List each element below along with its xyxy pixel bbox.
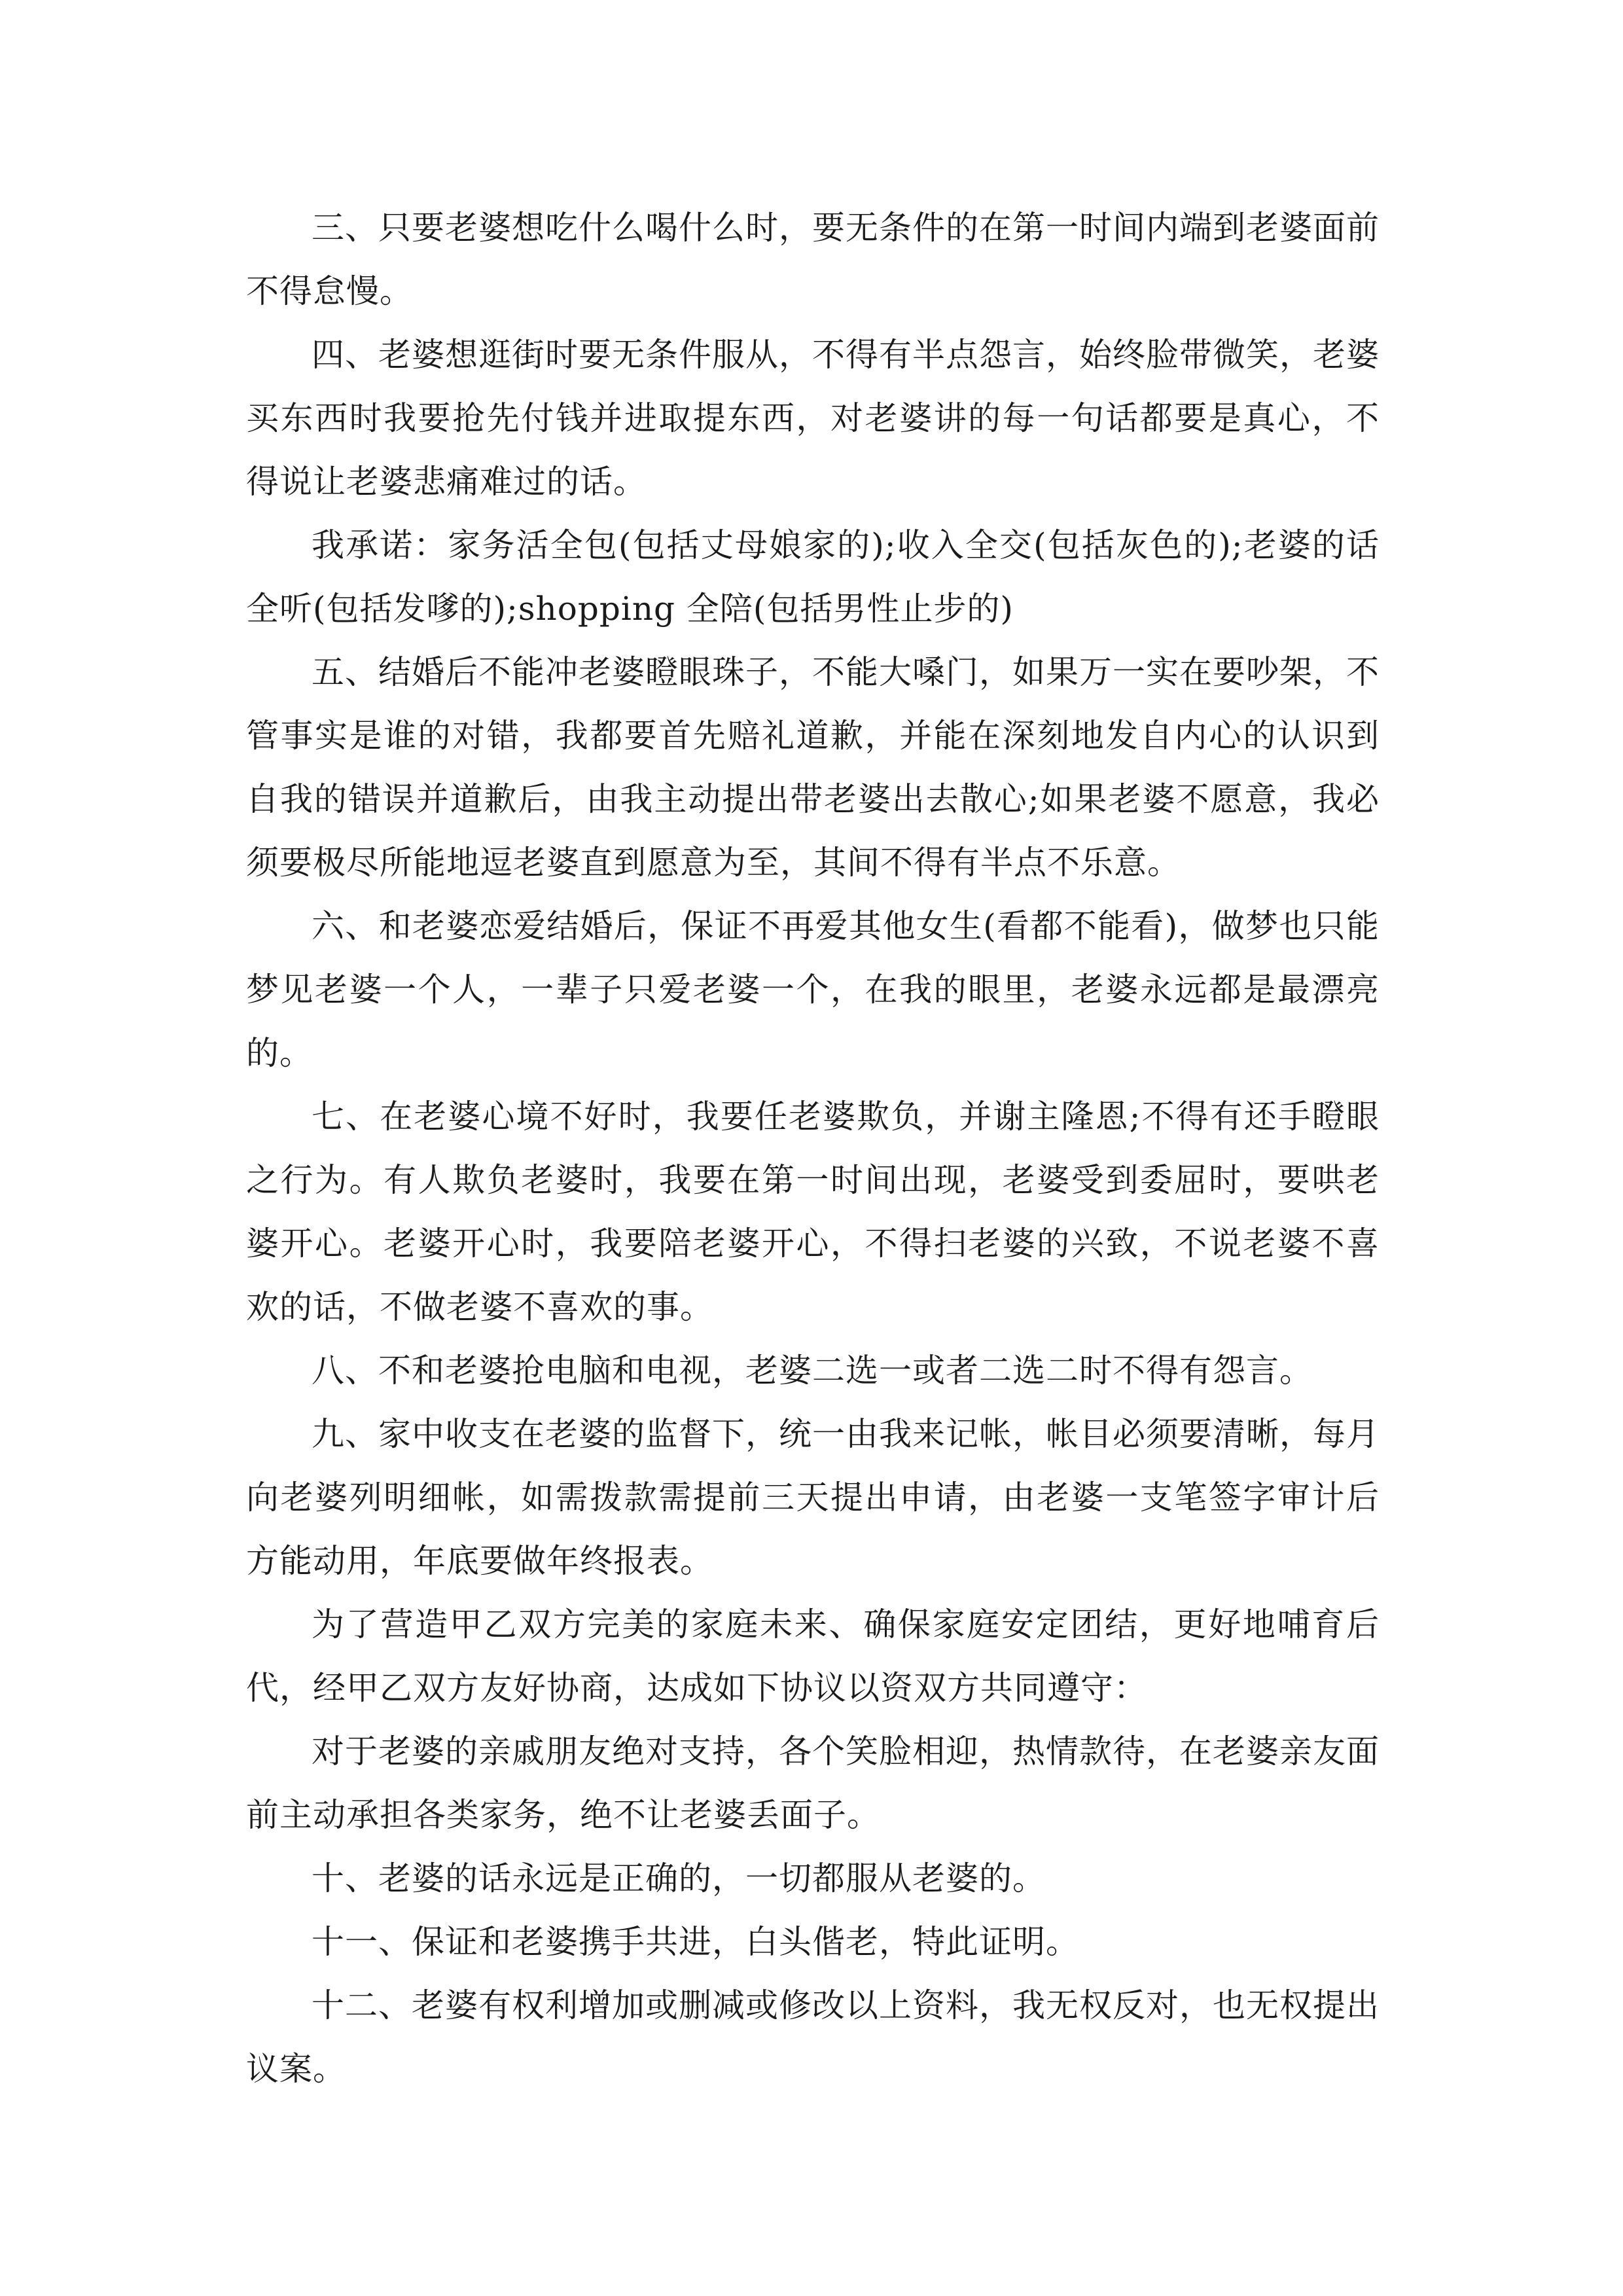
paragraph-11: 十一、保证和老婆携手共进，白头偕老，特此证明。 xyxy=(312,1923,1079,1961)
paragraph-12: 十二、老婆有权利增加或删减或修改以上资料，我无权反对，也无权提出议案。 xyxy=(246,1986,1380,2088)
paragraph-promise: 我承诺：家务活全包(包括丈母娘家的);收入全交(包括灰色的);老婆的话全听(包括发嗲的);shopping 全陪(包括男性止步的) xyxy=(246,526,1380,628)
paragraph-8: 八、不和老婆抢电脑和电视，老婆二选一或者二选二时不得有怨言。 xyxy=(312,1352,1313,1390)
document-body xyxy=(246,196,1380,2101)
paragraph-9: 九、家中收支在老婆的监督下，统一由我来记帐，帐目必须要清晰，每月向老婆列明细帐，如需拨款需提前三天提出申请，由老婆一支笔签字审计后方能动用，年底要做年终报表。 xyxy=(246,1415,1380,1580)
paragraph-5: 五、结婚后不能冲老婆瞪眼珠子，不能大嗓门，如果万一实在要吵架，不管事实是谁的对错，我都要首先赔礼道歉，并能在深刻地发自内心的认识到自我的错误并道歉后，由我主动提出带老婆出去散心;如果老婆不愿意，我必须要极尽所能地逗老婆直到愿意为至，其间不得有半点不乐意。 xyxy=(246,653,1380,882)
paragraph-7: 七、在老婆心境不好时，我要任老婆欺负，并谢主隆恩;不得有还手瞪眼之行为。有人欺负老婆时，我要在第一时间出现，老婆受到委屈时，要哄老婆开心。老婆开心时，我要陪老婆开心，不得扫老婆的兴致，不说老婆不喜欢的话，不做老婆不喜欢的事。 xyxy=(246,1098,1380,1326)
paragraph-4: 四、老婆想逛街时要无条件服从，不得有半点怨言，始终脸带微笑，老婆买东西时我要抢先付钱并进取提东西，对老婆讲的每一句话都要是真心，不得说让老婆悲痛难过的话。 xyxy=(246,336,1380,501)
paragraph-10: 十、老婆的话永远是正确的，一切都服从老婆的。 xyxy=(312,1859,1046,1897)
paragraph-3: 三、只要老婆想吃什么喝什么时，要无条件的在第一时间内端到老婆面前不得怠慢。 xyxy=(246,209,1380,310)
paragraph-6: 六、和老婆恋爱结婚后，保证不再爱其他女生(看都不能看)，做梦也只能梦见老婆一个人，一辈子只爱老婆一个，在我的眼里，老婆永远都是最漂亮的。 xyxy=(246,907,1380,1072)
paragraph-agreement: 为了营造甲乙双方完美的家庭未来、确保家庭安定团结，更好地哺育后代，经甲乙双方友好协商，达成如下协议以资双方共同遵守： xyxy=(246,1605,1380,1707)
paragraph-relatives: 对于老婆的亲戚朋友绝对支持，各个笑脸相迎，热情款待，在老婆亲友面前主动承担各类家务，绝不让老婆丢面子。 xyxy=(246,1732,1380,1834)
